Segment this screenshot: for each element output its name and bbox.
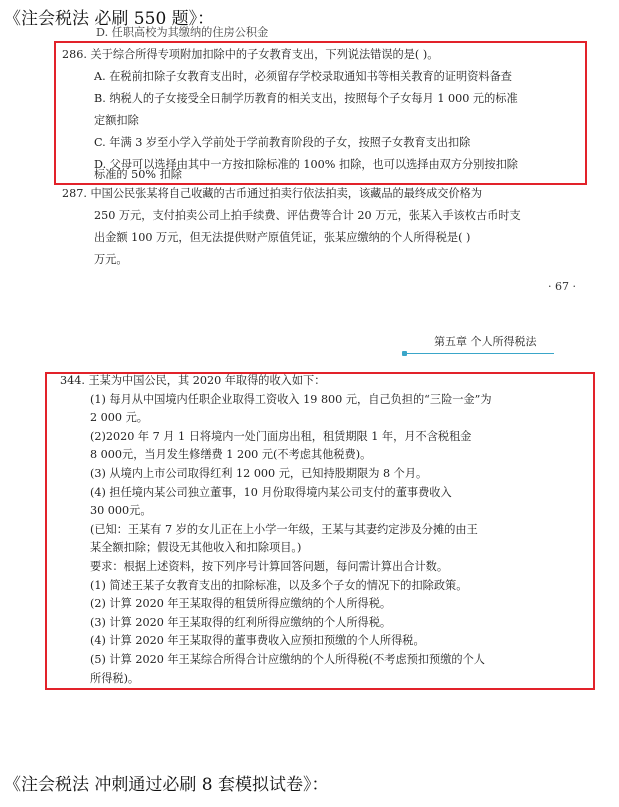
q344-stem: 344. 王某为中国公民，其 2020 年取得的收入如下： [60,374,326,387]
q344-known-note-cont: 某全额扣除；假设无其他收入和扣除项目。) [90,541,302,555]
q344-item-1-cont: 2 000 元。 [90,411,148,425]
chapter-rule-marker [402,351,407,356]
chapter-rule [404,353,554,354]
q344-item-2-cont: 8 000元，当月发生修缮费 1 200 元(不考虑其他税费)。 [90,448,372,462]
q286-option-d-cont: 标准的 50% 扣除 [94,168,182,181]
q344-item-4: (4) 担任境内某公司独立董事，10 月份取得境内某公司支付的董事费收入 [90,485,452,499]
q344-item-4-cont: 30 000元。 [90,504,152,518]
q344-known-note: (已知：王某有 7 岁的女儿正在上小学一年级，王某与其妻约定涉及分摊的由王 [90,522,478,536]
q344-task-3: (3) 计算 2020 年王某取得的红利所得应缴纳的个人所得税。 [90,615,392,629]
q286-option-c: C. 年满 3 岁至小学入学前处于学前教育阶段的子女，按照子女教育支出扣除 [94,136,471,149]
q286-stem: 286. 关于综合所得专项附加扣除中的子女教育支出，下列说法错误的是( )。 [62,48,439,61]
q344-item-2: (2)2020 年 7 月 1 日将境内一处门面房出租，租赁期限 1 年，月不含税租金 [90,429,472,443]
q344-item-1: (1) 每月从中国境内任职企业取得工资收入 19 800 元，自己负担的“三险一金”为 [90,392,492,406]
chapter-header: 第五章 个人所得税法 [434,335,537,348]
page-number: · 67 · [548,280,576,293]
q344-requirement: 要求：根据上述资料，按下列序号计算回答问题，每问需计算出合计数。 [90,560,449,573]
q344-task-2: (2) 计算 2020 年王某取得的租赁所得应缴纳的个人所得税。 [90,597,392,611]
q287-line-2: 250 万元，支付拍卖公司上拍手续费、评估费等合计 20 万元，张某入手该枚古币时支 [94,209,521,222]
q344-item-3: (3) 从境内上市公司取得红利 12 000 元，已知持股期限为 8 个月。 [90,467,428,480]
q287-line-1: 287. 中国公民张某将自己收藏的古币通过拍卖行依法拍卖，该藏品的最终成交价格为 [62,187,483,200]
q287-line-4: 万元。 [94,253,128,266]
source-title-1: 《注会税法 必刷 550 题》： [4,9,215,29]
q344-line-15: (4) 计算 2020 年王某取得的董事费收入应预扣预缴的个人所得税。 [90,634,425,648]
q287-line-3: 出金额 100 万元，但无法提供财产原值凭证，张某应缴纳的个人所得税是( ) [94,231,471,244]
q286-option-d: D. 父母可以选择由其中一方按扣除标准的 100% 扣除，也可以选择由双方分别按扣除 [94,158,518,171]
q344-task-1: (1) 简述王某子女教育支出的扣除标准，以及多个子女的情况下的扣除政策。 [90,578,468,592]
q286-option-b-cont: 定额扣除 [94,114,139,127]
q286-option-b: B. 纳税人的子女接受全日制学历教育的相关支出，按照每个子女每月 1 000 元的标准 [94,92,518,105]
q344-line-16: (5) 计算 2020 年王某综合所得合计应缴纳的个人所得税(不考虑预扣预缴的个人 [90,653,485,666]
q286-option-a: A. 在税前扣除子女教育支出时，必须留存学校录取通知书等相关教育的证明资料备查 [94,70,512,83]
q344-line-17: 所得税)。 [90,671,140,685]
cut-off-line: D. 任职高校为其缴纳的住房公积金 [96,26,269,39]
source-title-2: 《注会税法 冲刺通过必刷 8 套模拟试卷》： [4,775,329,795]
